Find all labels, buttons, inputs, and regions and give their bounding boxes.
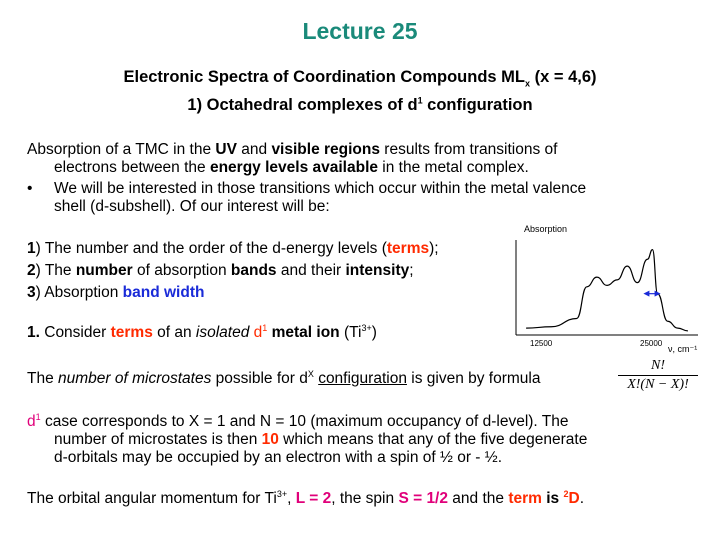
chart-ylabel: Absorption	[524, 224, 568, 234]
absorption-spectrum-chart	[508, 218, 708, 360]
bullet-item: • We will be interested in those transitions which occur within the metal valence shell (d-subshell). Of our interest will be:	[27, 180, 587, 215]
d1-case-paragraph: $d^1$ case corresponds to X = 1 and N = 10 (maximum occupancy of d-level). The number of microstates is then 10 which means that any of the five degenerate d-orbitals may be occupied by an electron with a spin of ½ or - ½.	[27, 411, 588, 466]
subtitle-main: Electronic Spectra of Coordination Compounds $ML_x$ (x = 4,6)	[123, 68, 597, 89]
list-item-3: 3) Absorption band width	[27, 284, 205, 301]
x-tick-12500: 12500	[530, 339, 553, 348]
microstates-text: The number of microstates possible for $d^X$ configuration is given by formula	[27, 368, 541, 387]
orbital-momentum-text: The orbital angular momentum for $Ti^{3+}$, L = 2, the spin S = 1/2 and the term is $^2$D.	[27, 488, 585, 507]
microstates-formula	[618, 358, 698, 393]
list-item-2: 2) The number of absorption bands and their intensity;	[27, 262, 414, 279]
x-tick-25000: 25000	[640, 339, 663, 348]
paragraph-absorption: Absorption of a TMC in the UV and visible regions results from transitions of electrons between the energy levels available in the metal complex.	[27, 141, 558, 176]
subtitle-section: 1) Octahedral complexes of $d^1$ configuration	[187, 95, 533, 114]
bullet-dot: •	[27, 180, 33, 197]
chart-xlabel: ν, cm⁻¹	[668, 344, 698, 354]
formula-numerator: N!	[651, 358, 665, 373]
consider-terms: 1. Consider terms of an isolated $d^1$ metal ion $(Ti^{3+})$	[27, 322, 377, 341]
list-item-1: 1) The number and the order of the d-energy levels (terms);	[27, 240, 439, 257]
absorption-curve	[526, 250, 688, 331]
page-title: Lecture 25	[302, 18, 418, 44]
band-width-arrow	[643, 291, 660, 297]
formula-fraction-bar	[618, 375, 698, 376]
formula-denominator: X!(N − X)!	[627, 377, 689, 392]
